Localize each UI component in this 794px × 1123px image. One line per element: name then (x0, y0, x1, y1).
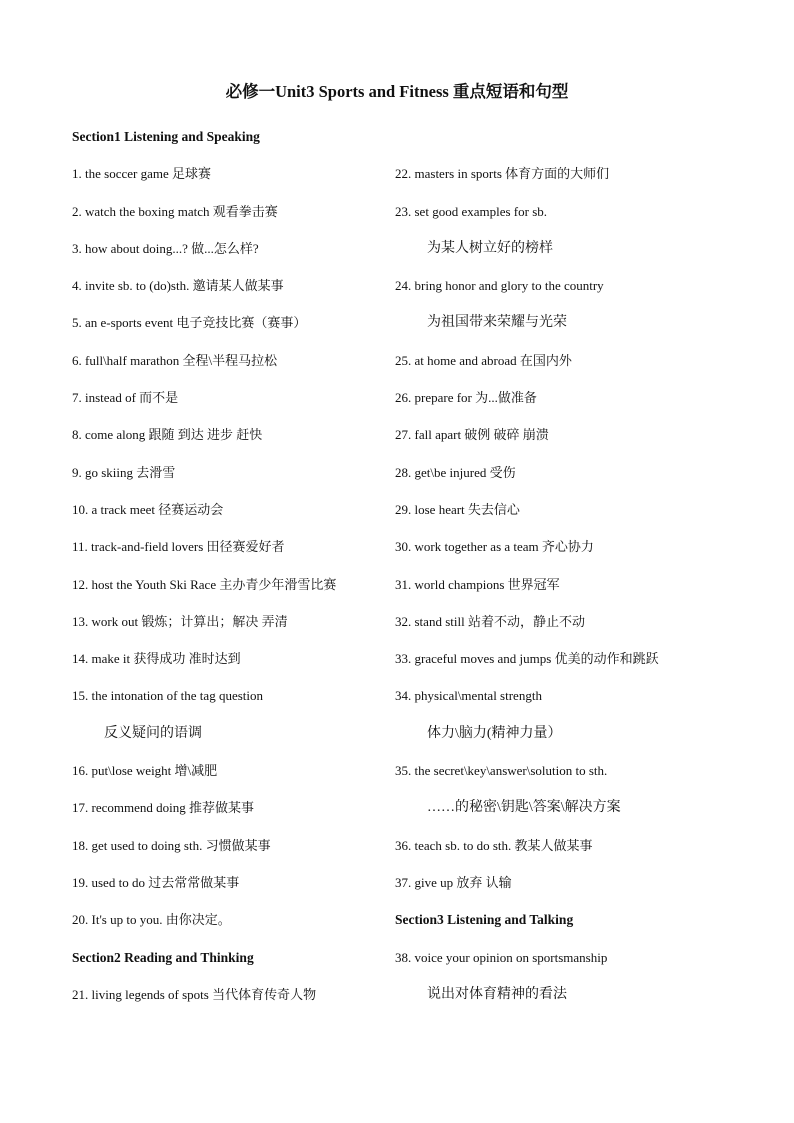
phrase-item: 35. the secret\key\answer\solution to sth. (395, 763, 608, 779)
translation-line: 为某人树立好的榜样 (427, 240, 553, 256)
phrase-item: 14. make it 获得成功 准时达到 (72, 651, 241, 667)
phrase-item: 9. go skiing 去滑雪 (72, 464, 176, 480)
phrase-item: 27. fall apart 破例 破碎 崩溃 (395, 427, 549, 443)
translation-line: 反义疑问的语调 (104, 725, 202, 741)
phrase-item: 21. living legends of spots 当代体育传奇人物 (72, 986, 317, 1002)
phrase-item: 31. world champions 世界冠军 (395, 576, 560, 592)
section-heading: Section2 Reading and Thinking (72, 949, 254, 965)
phrase-item: 23. set good examples for sb. (395, 203, 548, 219)
right-column (395, 118, 715, 1013)
translation-line: 说出对体育精神的看法 (427, 986, 567, 1002)
phrase-item: 4. invite sb. to (do)sth. 邀请某人做某事 (72, 278, 284, 294)
phrase-item: 10. a track meet 径赛运动会 (72, 501, 224, 517)
phrase-item: 15. the intonation of the tag question (72, 688, 263, 704)
phrase-item: 37. give up 放弃 认输 (395, 874, 512, 890)
phrase-item: 16. put\lose weight 增\减肥 (72, 763, 218, 779)
phrase-item: 18. get used to doing sth. 习惯做某事 (72, 837, 271, 853)
phrase-item: 38. voice your opinion on sportsmanship (395, 949, 608, 965)
phrase-item: 1. the soccer game 足球赛 (72, 166, 211, 182)
phrase-item: 3. how about doing...? 做...怎么样? (72, 240, 259, 256)
phrase-item: 20. It's up to you. 由你决定。 (72, 912, 231, 928)
phrase-item: 12. host the Youth Ski Race 主办青少年滑雪比赛 (72, 576, 337, 592)
phrase-item: 11. track-and-field lovers 田径赛爱好者 (72, 539, 285, 555)
phrase-item: 33. graceful moves and jumps 优美的动作和跳跃 (395, 651, 659, 667)
phrase-item: 13. work out 锻炼；计算出；解决 弄清 (72, 613, 288, 629)
section-heading: Section3 Listening and Talking (395, 912, 574, 928)
phrase-item: 26. prepare for 为...做准备 (395, 390, 537, 406)
phrase-item: 32. stand still 站着不动，静止不动 (395, 613, 585, 629)
left-column (72, 118, 402, 1013)
page-title: 必修一Unit3 Sports and Fitness 重点短语和句型 (225, 82, 569, 101)
translation-line: ……的秘密\钥匙\答案\解决方案 (427, 800, 621, 816)
phrase-item: 24. bring honor and glory to the country (395, 278, 604, 294)
phrase-item: 28. get\be injured 受伤 (395, 464, 516, 480)
phrase-item: 30. work together as a team 齐心协力 (395, 539, 594, 555)
phrase-item: 7. instead of 而不是 (72, 390, 179, 406)
phrase-item: 5. an e-sports event 电子竞技比赛（赛事） (72, 315, 307, 331)
phrase-item: 2. watch the boxing match 观看拳击赛 (72, 203, 278, 219)
phrase-item: 22. masters in sports 体育方面的大师们 (395, 166, 610, 182)
phrase-item: 8. come along 跟随 到达 进步 赶快 (72, 427, 263, 443)
phrase-item: 29. lose heart 失去信心 (395, 501, 520, 517)
phrase-item: 25. at home and abroad 在国内外 (395, 352, 572, 368)
phrase-item: 34. physical\mental strength (395, 688, 542, 704)
translation-line: 体力\脑力(精神力量） (427, 725, 562, 741)
spacer (395, 118, 715, 155)
phrase-item: 36. teach sb. to do sth. 教某人做某事 (395, 837, 593, 853)
phrase-item: 19. used to do 过去常常做某事 (72, 874, 240, 890)
section-heading: Section1 Listening and Speaking (72, 129, 260, 144)
translation-line: 为祖国带来荣耀与光荣 (427, 315, 567, 331)
phrase-item: 6. full\half marathon 全程\半程马拉松 (72, 352, 278, 368)
phrase-item: 17. recommend doing 推荐做某事 (72, 800, 254, 816)
